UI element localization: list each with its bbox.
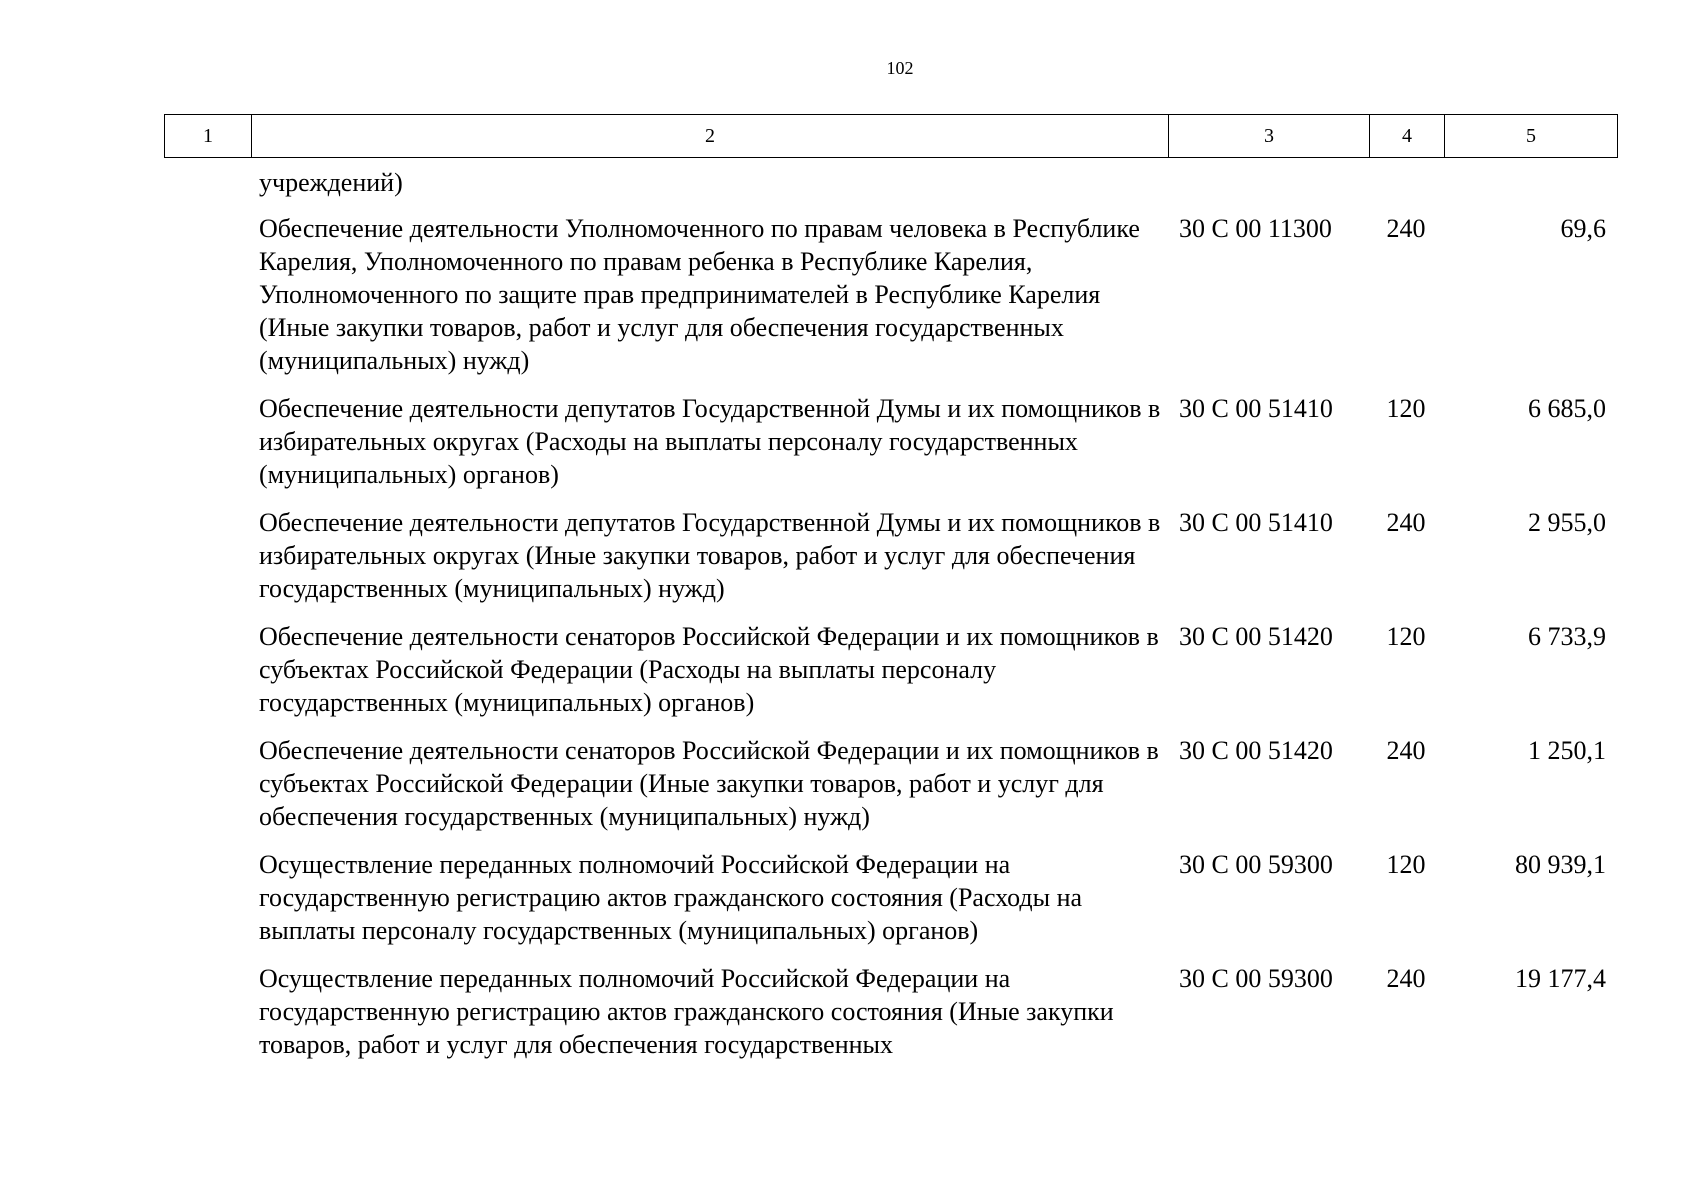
row-description: Обеспечение деятельности депутатов Государственной Думы и их помощников в избирательных округах (Иные закупки товаров, работ и услуг для обеспечения государственных (муниципальных) нужд) — [259, 508, 1161, 603]
row-expense-type-code: 240 — [1386, 964, 1426, 993]
column-header-3: 3 — [1169, 115, 1370, 158]
table-row — [164, 212, 1614, 377]
table-row — [164, 848, 1614, 947]
column-header-1: 1 — [165, 115, 252, 158]
continuation-text: учреждений) — [259, 168, 403, 197]
row-target-article-code: 30 С 00 51420 — [1179, 622, 1333, 651]
table-row — [164, 392, 1614, 491]
row-expense-type-code: 240 — [1386, 508, 1426, 537]
row-expense-type-code: 240 — [1386, 736, 1426, 765]
budget-table-body — [164, 166, 1614, 1076]
row-amount: 6 733,9 — [1528, 622, 1606, 651]
page-number: 102 — [886, 58, 914, 78]
row-target-article-code: 30 С 00 59300 — [1179, 850, 1333, 879]
column-header-4: 4 — [1370, 115, 1445, 158]
row-description: Обеспечение деятельности сенаторов Российской Федерации и их помощников в субъектах Российской Федерации (Расходы на выплаты персоналу государственных (муниципальных) органов) — [259, 622, 1159, 717]
row-target-article-code: 30 С 00 51410 — [1179, 394, 1333, 423]
row-target-article-code: 30 С 00 51420 — [1179, 736, 1333, 765]
row-target-article-code: 30 С 00 51410 — [1179, 508, 1333, 537]
row-expense-type-code: 120 — [1386, 622, 1426, 651]
table-row — [164, 734, 1614, 833]
row-description: Обеспечение деятельности сенаторов Российской Федерации и их помощников в субъектах Российской Федерации (Иные закупки товаров, работ и услуг для обеспечения государственных (муниципальных) нужд) — [259, 736, 1159, 831]
table-row — [164, 962, 1614, 1061]
row-description: Обеспечение деятельности депутатов Государственной Думы и их помощников в избирательных округах (Расходы на выплаты персоналу государственных (муниципальных) органов) — [259, 394, 1161, 489]
row-description: Осуществление переданных полномочий Российской Федерации на государственную регистрацию актов гражданского состояния (Иные закупки товаров, работ и услуг для обеспечения государственных — [259, 964, 1114, 1059]
row-amount: 19 177,4 — [1515, 964, 1606, 993]
row-amount: 2 955,0 — [1528, 508, 1606, 537]
column-number-header — [164, 114, 1618, 158]
row-amount: 1 250,1 — [1528, 736, 1606, 765]
row-amount: 69,6 — [1560, 214, 1606, 243]
row-expense-type-code: 120 — [1386, 394, 1426, 423]
column-header-2: 2 — [252, 115, 1169, 158]
row-expense-type-code: 120 — [1386, 850, 1426, 879]
row-description: Осуществление переданных полномочий Российской Федерации на государственную регистрацию актов гражданского состояния (Расходы на выплаты персоналу государственных (муниципальных) органов) — [259, 850, 1083, 945]
table-row — [164, 620, 1614, 719]
row-target-article-code: 30 С 00 59300 — [1179, 964, 1333, 993]
column-header-5: 5 — [1445, 115, 1618, 158]
table-row — [164, 506, 1614, 605]
row-target-article-code: 30 С 00 11300 — [1179, 214, 1332, 243]
row-amount: 80 939,1 — [1515, 850, 1606, 879]
continuation-row — [164, 166, 1614, 199]
row-expense-type-code: 240 — [1386, 214, 1426, 243]
row-description: Обеспечение деятельности Уполномоченного по правам человека в Республике Карелия, Уполномоченного по правам ребенка в Республике Карелия, Уполномоченного по защите прав предпринимателей в Республике Карелия (Иные закупки товаров, работ и услуг для обеспечения государственных (муниципальных) нужд) — [259, 214, 1140, 375]
row-amount: 6 685,0 — [1528, 394, 1606, 423]
